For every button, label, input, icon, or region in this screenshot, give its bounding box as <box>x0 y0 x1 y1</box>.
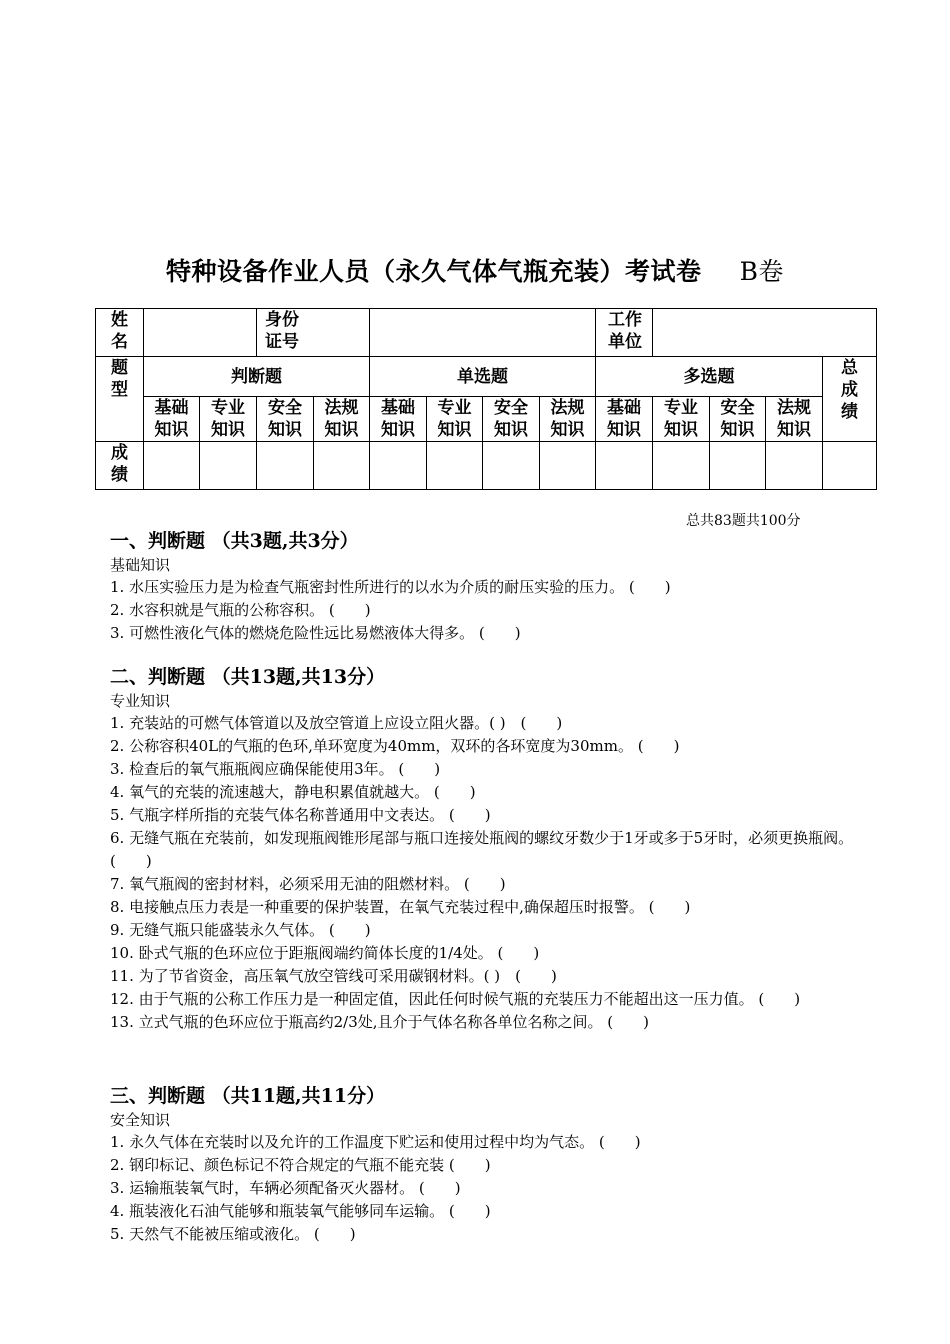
name-label: 姓名 <box>96 309 144 357</box>
unit-field[interactable] <box>653 309 877 357</box>
section-category: 专业知识 <box>110 692 171 710</box>
single-header: 单选题 <box>370 357 596 397</box>
question-item: 1. 充装站的可燃气体管道以及放空管道上应设立阻火器。( ) ( ) <box>110 714 563 732</box>
question-item: 10. 卧式气瓶的色环应位于距瓶阀端约简体长度的1/4处。 ( ) <box>110 944 540 962</box>
id-label: 身份证号 <box>257 309 370 357</box>
multi-regulation: 法规知识 <box>766 397 823 442</box>
score-cell[interactable] <box>596 442 653 490</box>
paper-version: B卷 <box>739 257 784 286</box>
section-title: 三、判断题 （共11题,共11分） <box>110 1085 386 1107</box>
question-item: 2. 水容积就是气瓶的公称容积。 ( ) <box>110 601 371 619</box>
single-professional: 专业知识 <box>427 397 483 442</box>
question-item: 13. 立式气瓶的色环应位于瓶高约2/3处,且介于气体名称各单位名称之间。 ( ) <box>110 1013 650 1031</box>
judge-header: 判断题 <box>144 357 370 397</box>
question-item: 5. 气瓶字样所指的充装气体名称普通用中文表达。 ( ) <box>110 806 491 824</box>
exam-title-text: 特种设备作业人员（永久气体气瓶充装）考试卷 <box>166 257 702 286</box>
score-cell[interactable] <box>540 442 596 490</box>
question-item: 6. 无缝气瓶在充装前，如发现瓶阀锥形尾部与瓶口连接处瓶阀的螺纹牙数少于1牙或多于5牙时，必须更换瓶阀。 ( ) <box>110 829 854 870</box>
score-cell[interactable] <box>766 442 823 490</box>
score-cell[interactable] <box>257 442 314 490</box>
question-item: 12. 由于气瓶的公称工作压力是一种固定值，因此任何时候气瓶的充装压力不能超出这一压力值。 ( ) <box>110 990 801 1008</box>
score-cell[interactable] <box>710 442 766 490</box>
question-item: 3. 可燃性液化气体的燃烧危险性远比易燃液体大得多。 ( ) <box>110 624 521 642</box>
question-item: 2. 钢印标记、颜色标记不符合规定的气瓶不能充装 ( ) <box>110 1156 491 1174</box>
question-item: 8. 电接触点压力表是一种重要的保护装置，在氧气充装过程中,确保超压时报警。 ( ) <box>110 898 691 916</box>
id-field[interactable] <box>370 309 596 357</box>
single-basic: 基础知识 <box>370 397 427 442</box>
question-item: 4. 瓶装液化石油气能够和瓶装氧气能够同车运输。 ( ) <box>110 1202 491 1220</box>
score-cell[interactable] <box>427 442 483 490</box>
section-2 <box>110 664 870 1034</box>
score-cell[interactable] <box>653 442 710 490</box>
question-item: 11. 为了节省资金，高压氧气放空管线可采用碳钢材料。( ) ( ) <box>110 967 557 985</box>
question-item: 7. 氧气瓶阀的密封材料，必须采用无油的阻燃材料。 ( ) <box>110 875 506 893</box>
question-item: 5. 天然气不能被压缩或液化。 ( ) <box>110 1225 356 1243</box>
score-cell[interactable] <box>200 442 257 490</box>
total-score-cell[interactable] <box>823 442 877 490</box>
section-title: 二、判断题 （共13题,共13分） <box>110 666 386 688</box>
section-3 <box>110 1083 870 1246</box>
question-item: 4. 氧气的充装的流速越大，静电积累值就越大。 ( ) <box>110 783 476 801</box>
multi-safety: 安全知识 <box>710 397 766 442</box>
section-1 <box>110 528 870 645</box>
question-item: 2. 公称容积40L的气瓶的色环,单环宽度为40mm，双环的各环宽度为30mm。 ( ) <box>110 737 680 755</box>
multi-header: 多选题 <box>596 357 823 397</box>
judge-professional: 专业知识 <box>200 397 257 442</box>
question-item: 1. 永久气体在充装时以及允许的工作温度下贮运和使用过程中均为气态。 ( ) <box>110 1133 641 1151</box>
judge-regulation: 法规知识 <box>314 397 370 442</box>
multi-basic: 基础知识 <box>596 397 653 442</box>
score-label: 成绩 <box>96 442 144 490</box>
total-score-label: 总成绩 <box>823 357 877 442</box>
name-field[interactable] <box>144 309 257 357</box>
judge-basic: 基础知识 <box>144 397 200 442</box>
score-cell[interactable] <box>370 442 427 490</box>
qtype-label: 题型 <box>96 357 144 442</box>
unit-label: 工作单位 <box>596 309 653 357</box>
question-item: 1. 水压实验压力是为检查气瓶密封性所进行的以水为介质的耐压实验的压力。 ( ) <box>110 578 671 596</box>
score-cell[interactable] <box>314 442 370 490</box>
question-item: 3. 运输瓶装氧气时，车辆必须配备灭火器材。 ( ) <box>110 1179 461 1197</box>
candidate-info-table <box>95 308 877 490</box>
question-item: 3. 检查后的氧气瓶瓶阀应确保能使用3年。 ( ) <box>110 760 441 778</box>
single-safety: 安全知识 <box>483 397 540 442</box>
single-regulation: 法规知识 <box>540 397 596 442</box>
judge-safety: 安全知识 <box>257 397 314 442</box>
section-category: 安全知识 <box>110 1111 171 1129</box>
section-category: 基础知识 <box>110 556 171 574</box>
score-cell[interactable] <box>483 442 540 490</box>
question-item: 9. 无缝气瓶只能盛装永久气体。 ( ) <box>110 921 371 939</box>
total-note: 总共83题共100分 <box>686 513 801 529</box>
multi-professional: 专业知识 <box>653 397 710 442</box>
score-cell[interactable] <box>144 442 200 490</box>
section-title: 一、判断题 （共3题,共3分） <box>110 530 359 552</box>
exam-title <box>0 252 950 288</box>
